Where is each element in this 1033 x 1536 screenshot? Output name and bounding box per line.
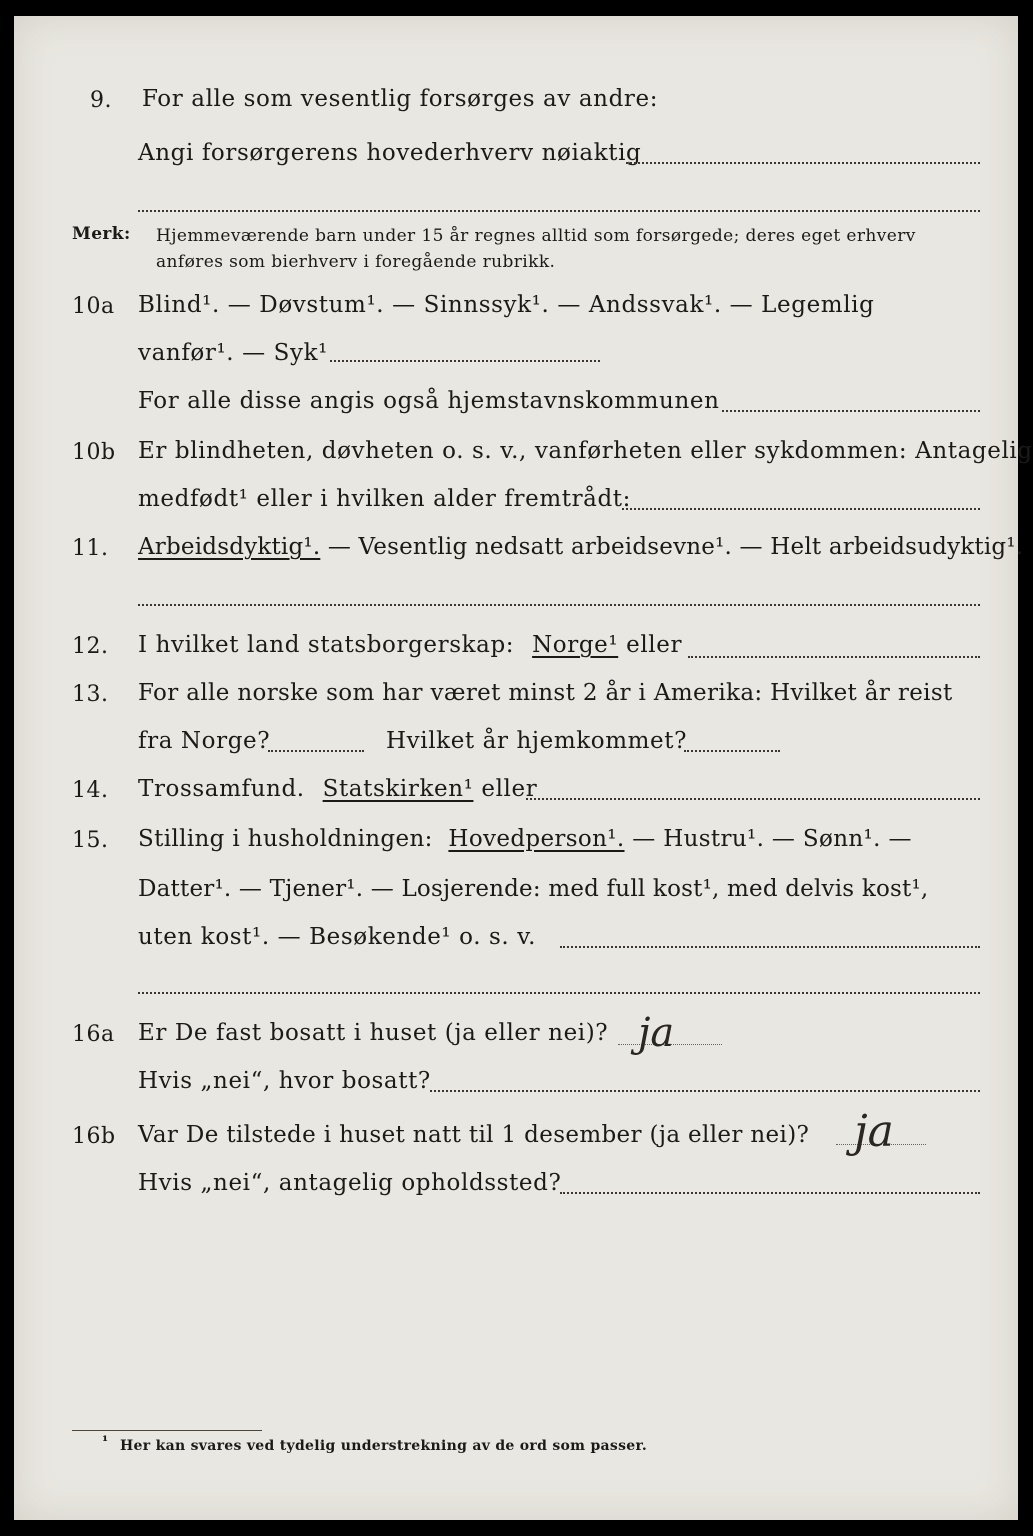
q10a-number: 10a <box>72 294 115 319</box>
q15-stilling-field[interactable] <box>560 946 980 948</box>
q12-number: 12. <box>72 634 109 659</box>
q11-options <box>138 534 1023 560</box>
q16a-bosatt-field[interactable] <box>430 1090 980 1092</box>
q14-option-statskirken[interactable]: Statskirken¹ <box>322 776 474 802</box>
q12-option-norge[interactable]: Norge¹ <box>532 632 619 658</box>
q9-line2: Angi forsørgerens hovederhverv nøiaktig <box>138 140 642 166</box>
q11-extra-field[interactable] <box>138 604 980 606</box>
q13-line2b: Hvilket år hjemkommet? <box>386 728 688 754</box>
q10a-syk-field[interactable] <box>330 360 600 362</box>
q16b-handwritten-answer[interactable]: ja <box>854 1106 894 1157</box>
q11-rest: — Vesentlig nedsatt arbeidsevne¹. — Helt arbeidsudyktig¹. <box>327 534 1024 560</box>
q15-line2: Datter¹. — Tjener¹. — Losjerende: med full kost¹, med delvis kost¹, <box>138 876 929 902</box>
q12-text <box>138 632 682 658</box>
q14-suffix: eller <box>481 776 538 802</box>
q14-number: 14. <box>72 778 109 803</box>
q15-option-hovedperson[interactable]: Hovedperson¹. <box>448 826 625 852</box>
q10b-alder-field[interactable] <box>622 508 980 510</box>
footnote-mark: ¹ <box>102 1434 109 1450</box>
footnote-rule <box>72 1430 262 1431</box>
q15-suffix: — Hustru¹. — Sønn¹. — <box>632 826 912 852</box>
q13-line2a: fra Norge? <box>138 728 271 754</box>
q13-hjemkommet-field[interactable] <box>684 750 780 752</box>
footnote-text: Her kan svares ved tydelig understrekning av de ord som passer. <box>120 1438 648 1454</box>
merk-label: Merk: <box>72 224 131 244</box>
q9-line1: For alle som vesentlig forsørges av andre: <box>142 86 659 112</box>
q10a-line2: vanfør¹. — Syk¹ <box>138 340 328 366</box>
q16a-handwritten-answer[interactable]: ja <box>638 1010 675 1056</box>
q11-number: 11. <box>72 536 109 561</box>
q15-extra-field[interactable] <box>138 992 980 994</box>
q12-land-field[interactable] <box>688 656 980 658</box>
q16b-line2: Hvis „nei“, antagelig opholdssted? <box>138 1170 562 1196</box>
census-form-page <box>14 16 1033 1520</box>
q9-number: 9. <box>90 88 112 113</box>
q16b-opholdssted-field[interactable] <box>560 1192 980 1194</box>
q10b-number: 10b <box>72 440 116 465</box>
q13-reist-field[interactable] <box>268 750 364 752</box>
q10a-line1: Blind¹. — Døvstum¹. — Sinnssyk¹. — Andssvak¹. — Legemlig <box>138 292 875 318</box>
q15-prefix: Stilling i husholdningen: <box>138 826 433 852</box>
q10b-line2: medfødt¹ eller i hvilken alder fremtrådt: <box>138 486 631 512</box>
q10a-line3: For alle disse angis også hjemstavnskommunen <box>138 388 720 414</box>
q12-prefix: I hvilket land statsborgerskap: <box>138 632 515 658</box>
q14-text <box>138 776 537 802</box>
q14-trossamfund-field[interactable] <box>526 798 980 800</box>
q16a-line1: Er De fast bosatt i huset (ja eller nei)? <box>138 1020 609 1046</box>
q15-number: 15. <box>72 828 109 853</box>
q16b-line1: Var De tilstede i huset natt til 1 desember (ja eller nei)? <box>138 1122 810 1148</box>
q15-line3: uten kost¹. — Besøkende¹ o. s. v. <box>138 924 537 950</box>
q9-answer-field[interactable] <box>626 162 980 164</box>
q15-text <box>138 826 912 852</box>
q11-option-arbeidsdyktig[interactable]: Arbeidsdyktig¹. <box>138 534 321 560</box>
merk-line1: Hjemmeværende barn under 15 år regnes alltid som forsørgede; deres eget erhverv <box>156 226 916 246</box>
q16a-line2: Hvis „nei“, hvor bosatt? <box>138 1068 431 1094</box>
q13-line1: For alle norske som har været minst 2 år i Amerika: Hvilket år reist <box>138 680 953 706</box>
merk-line2: anføres som bierhverv i foregående rubrikk. <box>156 252 556 272</box>
q16a-number: 16a <box>72 1022 115 1047</box>
q14-prefix: Trossamfund. <box>138 776 305 802</box>
q10a-hjemstavn-field[interactable] <box>722 410 980 412</box>
q10b-line1: Er blindheten, døvheten o. s. v., vanførheten eller sykdommen: Antagelig <box>138 438 1033 464</box>
q9-extra-field[interactable] <box>138 210 980 212</box>
q12-suffix: eller <box>626 632 683 658</box>
q13-number: 13. <box>72 682 109 707</box>
q16b-number: 16b <box>72 1124 116 1149</box>
